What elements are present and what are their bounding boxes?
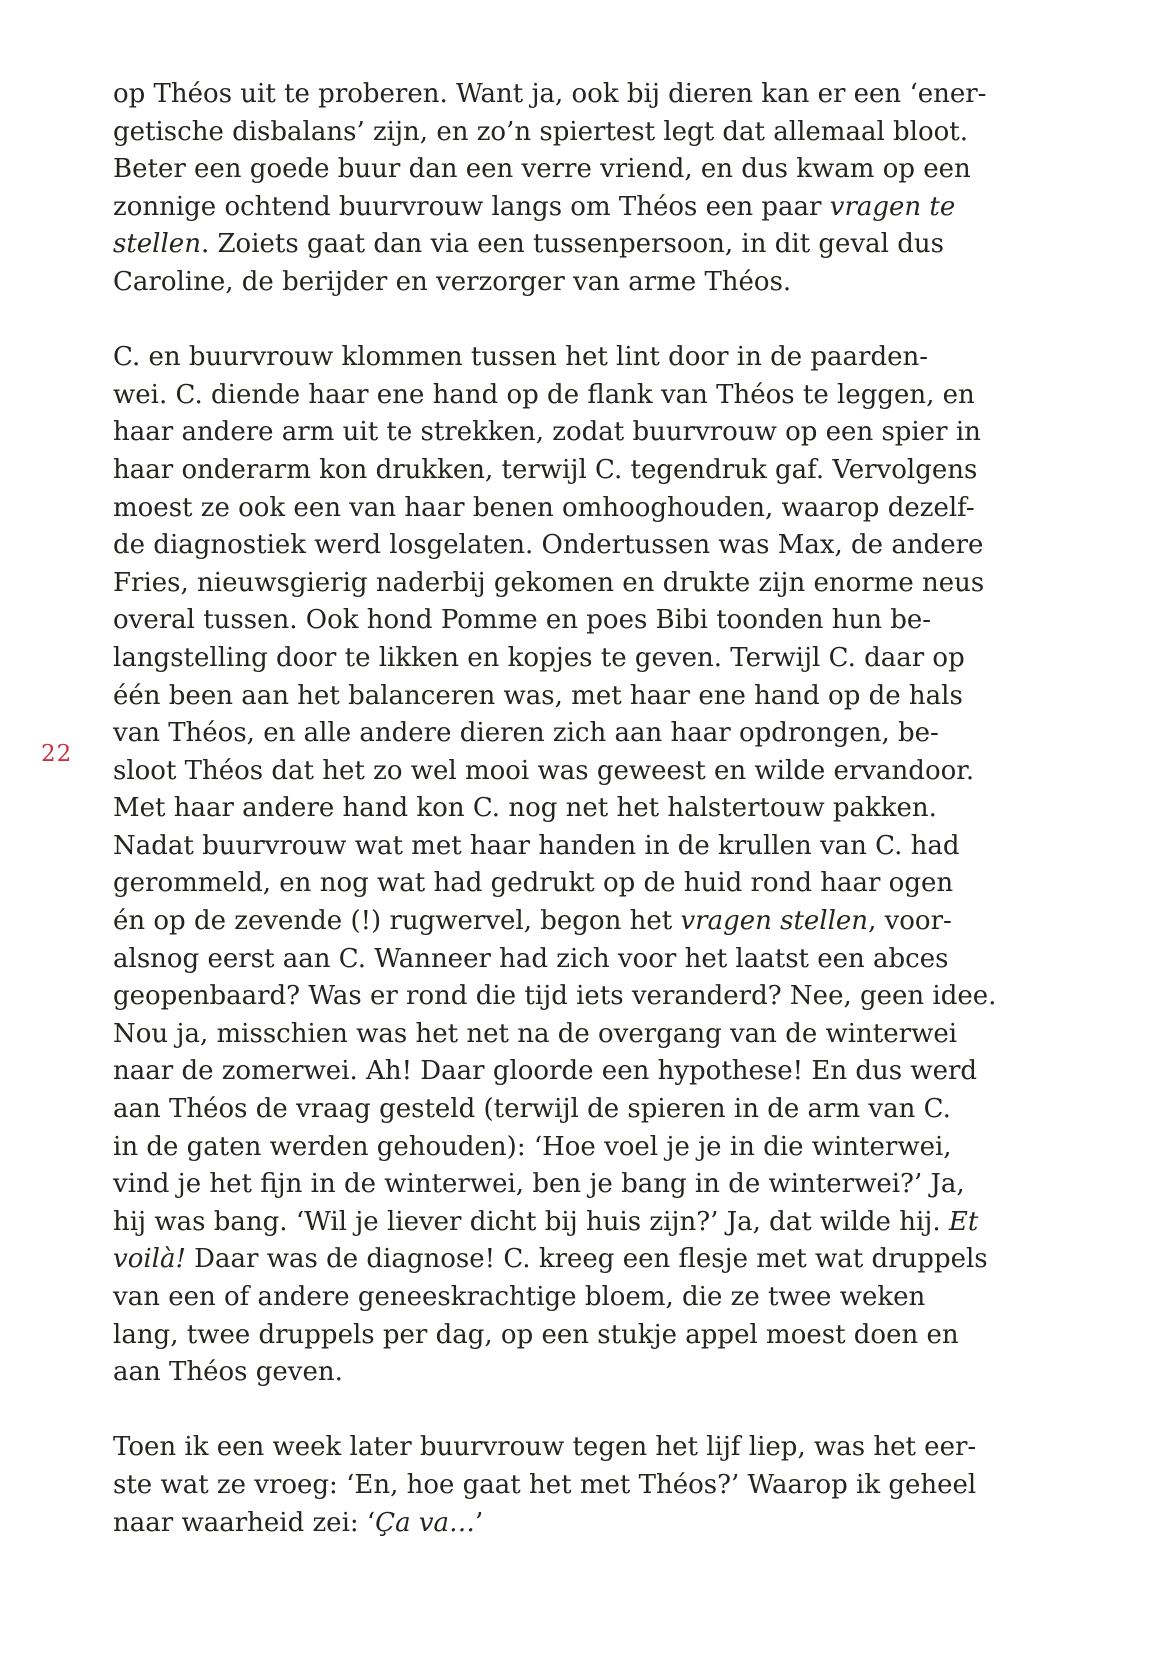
- text-line: [113, 903, 1013, 941]
- text-segment: Nou ja, misschien was het net na de overgang van de winterwei: [113, 1018, 958, 1049]
- text-segment: wei. C. diende haar ene hand op de flank van Théos te leggen, en: [113, 379, 975, 410]
- text-line: [113, 1241, 1013, 1279]
- text-segment: vind je het fijn in de winterwei, ben je bang in de winterwei?’ Ja,: [113, 1169, 965, 1200]
- text-segment: alsnog eerst aan C. Wanneer had zich voor het laatst een abces: [113, 943, 949, 974]
- text-segment: Met haar andere hand kon C. nog net het halstertouw pakken.: [113, 793, 937, 824]
- text-segment: op Théos uit te proberen. Want ja, ook bij dieren kan er een ‘ener-: [113, 79, 987, 109]
- text-line: [113, 527, 1013, 565]
- text-line: [113, 640, 1013, 678]
- text-line: [113, 1505, 1013, 1543]
- text-segment: sloot Théos dat het zo wel mooi was geweest en wilde ervandoor.: [113, 755, 975, 786]
- text-segment: getische disbalans’ zijn, en zo’n spiertest legt dat allemaal bloot.: [113, 116, 969, 147]
- text-segment: ’: [475, 1507, 484, 1538]
- text-segment: gerommeld, en nog wat had gedrukt op de huid rond haar ogen: [113, 868, 954, 899]
- text-segment: in de gaten werden gehouden): ‘Hoe voel je je in die winterwei,: [113, 1131, 952, 1162]
- paragraph: [113, 76, 1013, 302]
- italic-text-segment: voilà!: [113, 1244, 186, 1275]
- text-line: [113, 264, 1013, 302]
- text-segment: geopenbaard? Was er rond die tijd iets veranderd? Nee, geen idee.: [113, 981, 997, 1012]
- text-segment: van een of andere geneeskrachtige bloem, die ze twee weken: [113, 1282, 926, 1312]
- text-segment: overal tussen. Ook hond Pomme en poes Bibi toonden hun be-: [113, 605, 932, 636]
- text-line: [113, 377, 1013, 415]
- text-line: [113, 189, 1013, 227]
- text-line: [113, 1354, 1013, 1392]
- text-segment: langstelling door te likken en kopjes te geven. Terwijl C. daar op: [113, 642, 965, 673]
- text-line: [113, 452, 1013, 490]
- text-line: [113, 678, 1013, 716]
- text-line: [113, 1166, 1013, 1204]
- text-line: [113, 1279, 1013, 1317]
- text-column: [113, 76, 1013, 1542]
- text-line: [113, 490, 1013, 528]
- text-line: [113, 151, 1013, 189]
- text-segment: haar onderarm kon drukken, terwijl C. tegendruk gaf. Vervolgens: [113, 454, 978, 485]
- text-segment: de diagnostiek werd losgelaten. Ondertussen was Max, de andere: [113, 530, 984, 561]
- text-segment: hij was bang. ‘Wil je liever dicht bij huis zijn?’ Ja, dat wilde hij.: [113, 1206, 949, 1237]
- paragraph: [113, 339, 1013, 1392]
- text-line: [113, 1016, 1013, 1054]
- text-segment: C. en buurvrouw klommen tussen het lint door in de paarden-: [113, 342, 929, 373]
- text-line: [113, 865, 1013, 903]
- text-line: [113, 414, 1013, 452]
- text-segment: Toen ik een week later buurvrouw tegen het lijf liep, was het eer-: [113, 1432, 977, 1463]
- text-segment: Nadat buurvrouw wat met haar handen in de krullen van C. had: [113, 830, 960, 861]
- text-segment: . Zoiets gaat dan via een tussenpersoon, in dit geval dus: [200, 229, 944, 260]
- text-line: [113, 565, 1013, 603]
- text-segment: Fries, nieuwsgierig naderbij gekomen en drukte zijn enorme neus: [113, 567, 985, 598]
- text-segment: lang, twee druppels per dag, op een stukje appel moest doen en: [113, 1319, 959, 1350]
- page-number: 22: [41, 741, 73, 767]
- text-segment: naar waarheid zei: ‘: [113, 1507, 376, 1538]
- italic-text-segment: vragen te: [829, 191, 956, 222]
- text-segment: haar andere arm uit te strekken, zodat buurvrouw op een spier in: [113, 417, 981, 448]
- text-segment: Daar was de diagnose! C. kreeg een flesje met wat druppels: [185, 1244, 988, 1275]
- paragraph: [113, 1429, 1013, 1542]
- text-line: [113, 1129, 1013, 1167]
- text-line: [113, 790, 1013, 828]
- text-segment: naar de zomerwei. Ah! Daar gloorde een hypothese! En dus werd: [113, 1056, 978, 1087]
- text-line: [113, 602, 1013, 640]
- text-segment: van Théos, en alle andere dieren zich aan haar opdrongen, be-: [113, 718, 939, 749]
- text-line: [113, 828, 1013, 866]
- italic-text-segment: Ça va…: [375, 1507, 476, 1538]
- text-line: [113, 978, 1013, 1016]
- text-segment: aan Théos de vraag gesteld (terwijl de spieren in de arm van C.: [113, 1094, 951, 1125]
- text-segment: moest ze ook een van haar benen omhooghouden, waarop dezelf-: [113, 492, 975, 523]
- text-segment: ste wat ze vroeg: ‘En, hoe gaat het met Théos?’ Waarop ik geheel: [113, 1469, 977, 1500]
- text-line: [113, 1204, 1013, 1242]
- text-line: [113, 76, 1013, 114]
- text-line: [113, 226, 1013, 264]
- italic-text-segment: Et: [948, 1206, 979, 1237]
- italic-text-segment: stellen: [113, 229, 201, 260]
- text-segment: , voor-: [868, 906, 952, 937]
- text-line: [113, 753, 1013, 791]
- text-segment: én op de zevende (!) rugwervel, begon het: [113, 906, 681, 937]
- text-segment: aan Théos geven.: [113, 1357, 343, 1388]
- text-segment: Caroline, de berijder en verzorger van arme Théos.: [113, 266, 792, 297]
- text-line: [113, 114, 1013, 152]
- text-line: [113, 339, 1013, 377]
- text-segment: één been aan het balanceren was, met haar ene hand op de hals: [113, 680, 963, 711]
- text-segment: Beter een goede buur dan een verre vriend, en dus kwam op een: [113, 154, 971, 185]
- text-line: [113, 715, 1013, 753]
- italic-text-segment: vragen stellen: [680, 906, 869, 937]
- text-line: [113, 1317, 1013, 1355]
- text-line: [113, 941, 1013, 979]
- text-line: [113, 1467, 1013, 1505]
- text-segment: zonnige ochtend buurvrouw langs om Théos een paar: [113, 191, 830, 222]
- text-line: [113, 1091, 1013, 1129]
- text-line: [113, 1053, 1013, 1091]
- text-line: [113, 1429, 1013, 1467]
